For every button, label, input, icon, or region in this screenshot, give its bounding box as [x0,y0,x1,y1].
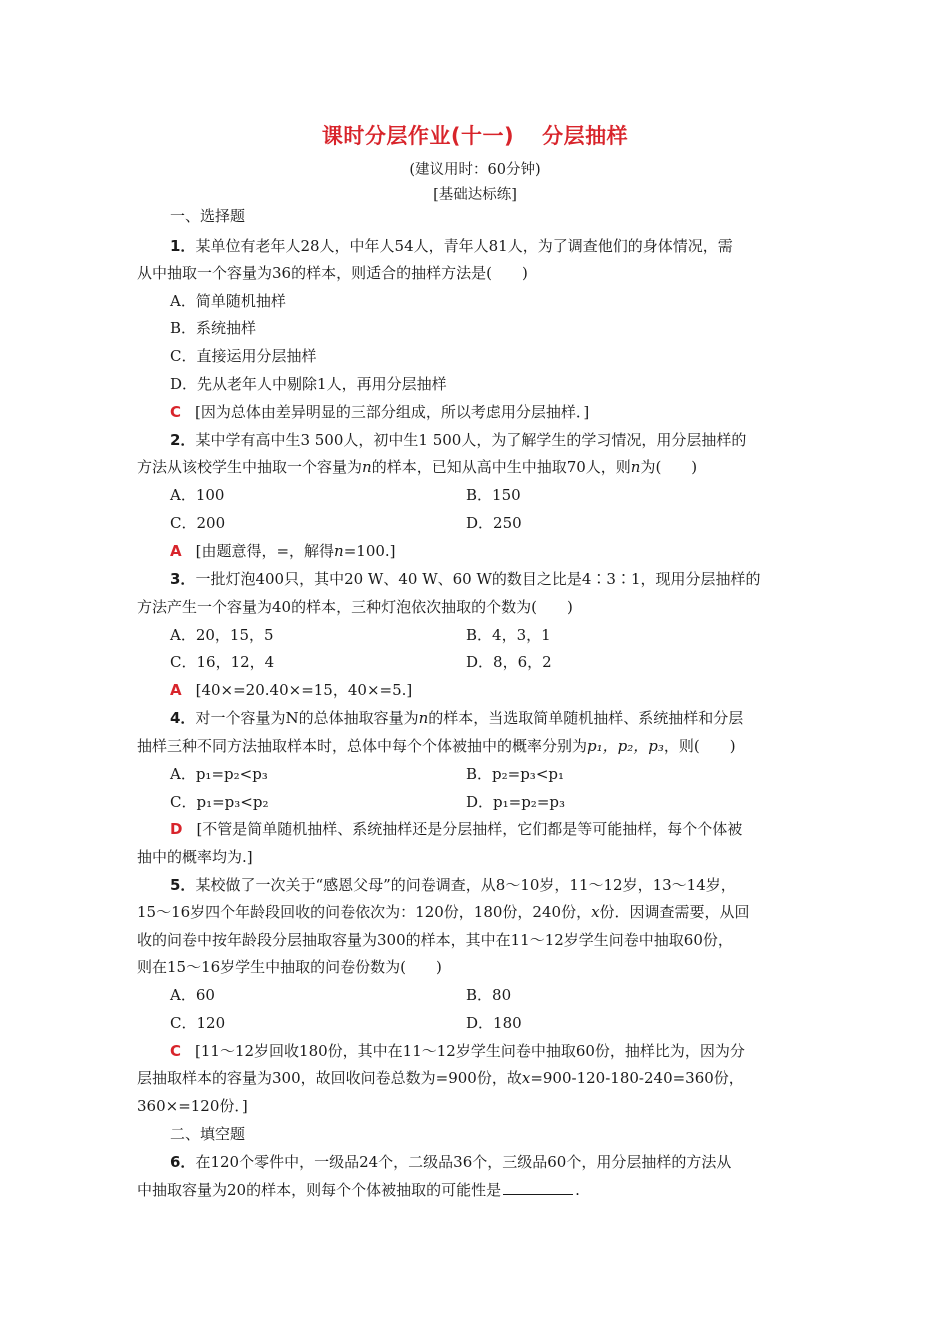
q5-explanation3: 360×=120份．] [137,1097,248,1115]
q2-text2a: 方法从该校学生中抽取一个容量为 [137,458,363,476]
q5-answer [170,1041,745,1061]
q3-option-b: B．4，3，1 [466,626,551,644]
q5-explanation2 [137,1068,744,1088]
q2-explanation-b: =100.] [343,542,396,560]
q3-answer [170,680,412,700]
q5-stem-line3: 收的问卷中按年龄段分层抽取容量为300的样本，其中在11～12岁学生问卷中抽取60份， [137,931,733,949]
q4-text2: 抽样三种不同方法抽取样本时，总体中每个个体被抽中的概率分别为 [137,737,588,755]
q4-answer [170,819,742,839]
q1-number: 1． [170,237,196,255]
time-hint: (建议用时：60分钟) [409,162,541,178]
q5-explanation2b: =900-120-180-240=360份， [530,1069,744,1087]
q1-option-b: B．系统抽样 [170,319,257,337]
q3-option-a: A．20，15，5 [170,626,274,644]
q4-answer-letter: D [170,820,183,838]
q4-text1b: 的样本，当选取简单随机抽样、系统抽样和分层 [428,709,744,727]
title-topic: 分层抽样 [542,124,629,148]
q2-option-a: A．100 [170,486,225,504]
section-fill-heading: 二、填空题 [170,1125,246,1143]
q3-text1: 一批灯泡400只，其中20 W、40 W、60 W的数目之比是4∶3∶1，现用分层抽样的 [195,570,761,588]
q1-option-a: A．简单随机抽样 [170,292,286,310]
section-choice-heading: 一、选择题 [170,207,246,225]
q5-answer-letter: C [170,1042,182,1060]
q2-answer [170,541,396,561]
q2-var-n: n [362,458,372,476]
q1-answer [170,402,589,422]
q4-probabilities: p₁，p₂，p₃ [587,737,664,755]
q1-stem-line1 [170,236,733,256]
q5-number: 5． [170,876,196,894]
q6-period: . [575,1181,580,1199]
q2-number: 2． [170,431,196,449]
q2-option-d: D．250 [466,514,522,532]
q2-text2b: 的样本，已知从高中生中抽取70人，则 [371,458,631,476]
q2-explanation-a: [由题意得，=，解得 [195,542,335,560]
q5-text1: 某校做了一次关于“感恩父母”的问卷调查，从8～10岁，11～12岁，13～14岁， [195,876,736,894]
q5-option-d: D．180 [466,1014,522,1032]
q4-stem-line2 [137,736,736,756]
q3-answer-letter: A [170,681,182,699]
q4-stem-line1 [170,708,743,728]
q2-option-c: C．200 [170,514,226,532]
level-label: [基础达标练] [433,187,517,203]
page-title [0,120,950,150]
q2-explanation-var: n [334,542,344,560]
q5-stem-line1 [170,875,736,895]
q2-stem-line2 [137,457,697,477]
q5-stem-line2 [137,902,750,922]
q3-stem-line1 [170,569,761,589]
q1-option-d: D．先从老年人中剔除1人，再用分层抽样 [170,375,447,393]
q4-option-c: C．p₁=p₃<p₂ [170,793,269,811]
q3-stem-line2: 方法产生一个容量为40的样本，三种灯泡依次抽取的个数为( ) [137,598,573,616]
q3-explanation: [40×=20.40×=15，40×=5.] [195,681,413,699]
q4-number: 4． [170,709,196,727]
q1-text1: 某单位有老年人28人，中年人54人，青年人81人，为了调查他们的身体情况，需 [195,237,733,255]
q2-option-b: B．150 [466,486,521,504]
answer-blank[interactable] [503,1180,573,1195]
q2-answer-letter: A [170,542,182,560]
q5-option-a: A．60 [170,986,215,1004]
q5-option-b: B．80 [466,986,512,1004]
q4-option-d: D．p₁=p₂=p₃ [466,793,566,811]
q6-text1: 在120个零件中，一级品24个，二级品36个，三级品60个，用分层抽样的方法从 [195,1153,732,1171]
q1-answer-letter: C [170,403,182,421]
q2-text1: 某中学有高中生3 500人，初中生1 500人，为了解学生的学习情况，用分层抽样的 [195,431,747,449]
q4-explanation1: [不管是简单随机抽样、系统抽样还是分层抽样，它们都是等可能抽样，每个个体被 [196,820,743,838]
q2-stem-line1 [170,430,746,450]
q5-stem-line4: 则在15～16岁学生中抽取的问卷份数为( ) [137,958,442,976]
q4-text1a: 对一个容量为N的总体抽取容量为 [195,709,419,727]
title-main: 课时分层作业(十一) [321,124,515,148]
q5-explanation2a: 层抽取样本的容量为300，故回收问卷总数为=900份，故 [137,1069,522,1087]
q4-text2c: ，则( ) [663,737,736,755]
q3-number: 3． [170,570,196,588]
q1-explanation: [因为总体由差异明显的三部分组成，所以考虑用分层抽样．] [195,403,590,421]
q5-text2b: 份．因调查需要，从回 [599,903,750,921]
q4-option-a: A．p₁=p₂<p₃ [170,765,268,783]
q5-text2a: 15～16岁四个年龄段回收的问卷依次为：120份，180份，240份， [137,903,592,921]
q5-explanation-var: x [521,1069,531,1087]
q5-var-x: x [591,903,600,921]
q3-option-d: D．8，6，2 [466,653,552,671]
q6-stem-line1 [170,1152,731,1172]
q1-option-c: C．直接运用分层抽样 [170,347,317,365]
q1-stem-line2: 从中抽取一个容量为36的样本，则适合的抽样方法是( ) [137,264,528,282]
q3-option-c: C．16，12，4 [170,653,275,671]
q2-var-n2: n [630,458,641,476]
q5-option-c: C．120 [170,1014,226,1032]
q5-explanation1: [11～12岁回收180份，其中在11～12岁学生问卷中抽取60份，抽样比为，因为分 [195,1042,745,1060]
q6-stem-line2 [137,1180,580,1200]
q4-option-b: B．p₂=p₃<p₁ [466,765,565,783]
q4-explanation2: 抽中的概率均为.] [137,848,253,866]
q6-number: 6． [170,1153,196,1171]
q6-text2: 中抽取容量为20的样本，则每个个体被抽取的可能性是 [137,1181,502,1199]
q2-text2c: 为( ) [640,458,698,476]
q4-var-n: n [418,709,429,727]
